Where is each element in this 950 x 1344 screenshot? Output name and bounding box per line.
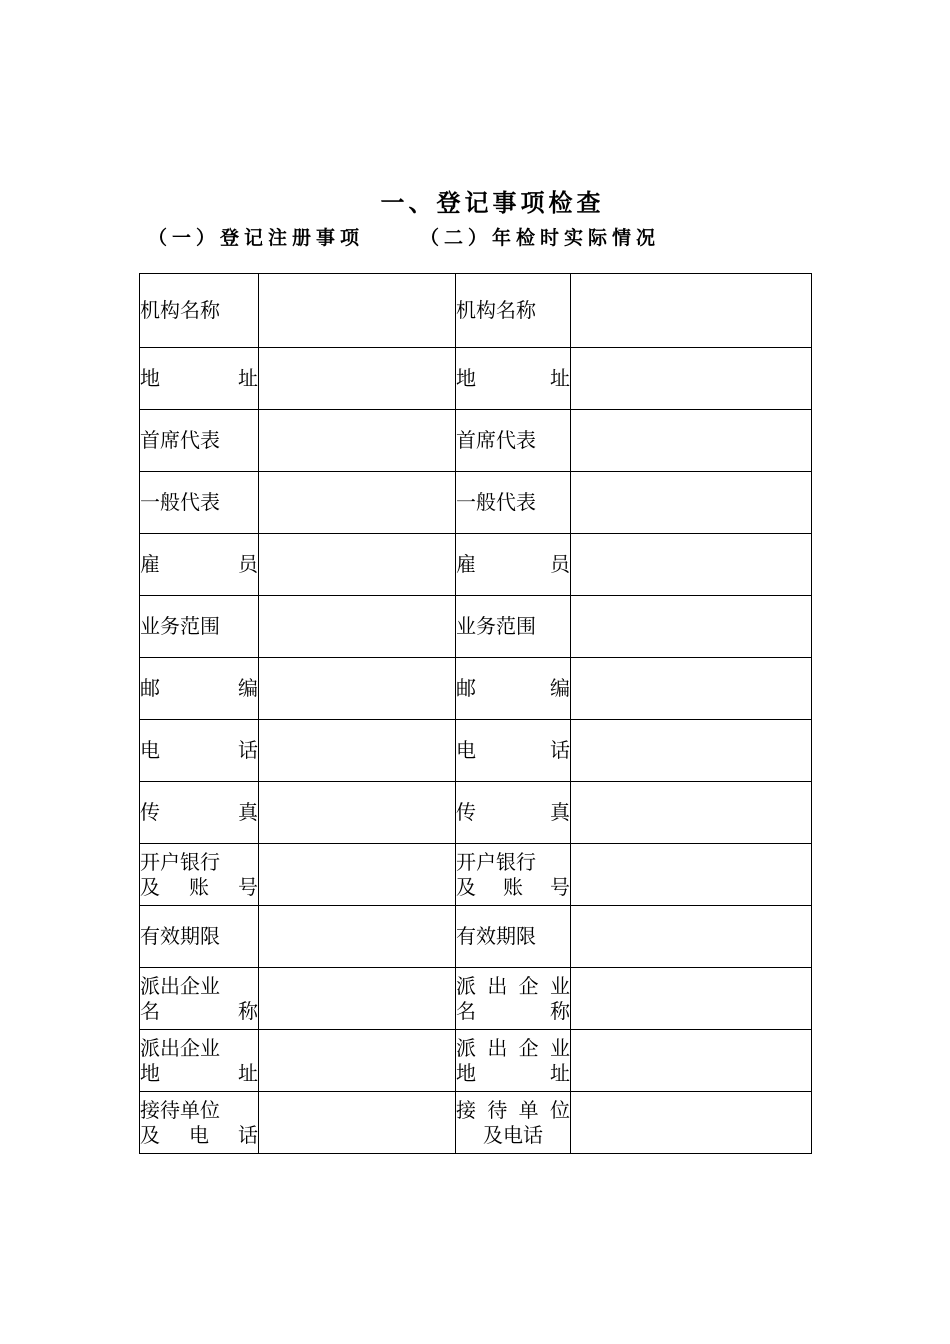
field-label-text: 及电话: [483, 1122, 543, 1147]
right-field-label: [456, 472, 571, 534]
right-field-value[interactable]: [571, 534, 812, 596]
field-label-text: 地 址: [140, 1060, 258, 1085]
left-field-value[interactable]: [259, 596, 456, 658]
left-field-label: [140, 844, 259, 906]
right-field-label: [456, 348, 571, 410]
form-row: [140, 658, 812, 720]
field-label-text: 首席代表: [456, 428, 536, 452]
right-field-label: [456, 658, 571, 720]
left-field-value[interactable]: [259, 472, 456, 534]
left-field-value[interactable]: [259, 720, 456, 782]
left-field-value[interactable]: [259, 844, 456, 906]
field-label-text: 开户银行: [456, 849, 536, 874]
field-label-text: 机构名称: [456, 298, 536, 322]
field-label-text: 派出企业: [140, 973, 220, 998]
right-field-value[interactable]: [571, 596, 812, 658]
field-label-text: 有效期限: [456, 924, 536, 948]
left-field-label: [140, 410, 259, 472]
left-field-label: [140, 534, 259, 596]
field-label-text: 邮 编: [140, 676, 258, 700]
right-field-value[interactable]: [571, 410, 812, 472]
field-label-text: 及 账 号: [140, 874, 258, 899]
right-field-value[interactable]: [571, 658, 812, 720]
left-field-label: [140, 968, 259, 1030]
left-field-label: [140, 906, 259, 968]
right-field-label: [456, 720, 571, 782]
field-label-text: 地 址: [456, 1060, 570, 1085]
field-label-text: 地 址: [456, 366, 570, 390]
section-heading-actual-situation: （二）年检时实际情况: [420, 227, 661, 249]
left-field-label: [140, 1092, 259, 1154]
left-field-value[interactable]: [259, 348, 456, 410]
left-field-value[interactable]: [259, 534, 456, 596]
left-field-value[interactable]: [259, 968, 456, 1030]
field-label-text: 接 待 单 位: [456, 1097, 570, 1122]
field-label-text: 业务范围: [140, 614, 220, 638]
right-field-label: [456, 1030, 571, 1092]
right-field-value[interactable]: [571, 968, 812, 1030]
left-field-value[interactable]: [259, 658, 456, 720]
form-row: [140, 1030, 812, 1092]
field-label-text: 业务范围: [456, 614, 536, 638]
right-field-value[interactable]: [571, 782, 812, 844]
right-field-label: [456, 844, 571, 906]
form-row: [140, 906, 812, 968]
form-row: [140, 720, 812, 782]
right-field-label: [456, 410, 571, 472]
left-field-value[interactable]: [259, 274, 456, 348]
form-row: [140, 410, 812, 472]
left-field-value[interactable]: [259, 1092, 456, 1154]
right-field-value[interactable]: [571, 844, 812, 906]
right-field-value[interactable]: [571, 274, 812, 348]
left-field-label: [140, 720, 259, 782]
field-label-text: 有效期限: [140, 924, 220, 948]
field-label-text: 开户银行: [140, 849, 220, 874]
field-label-text: 传 真: [456, 800, 570, 824]
field-label-text: 地 址: [140, 366, 258, 390]
left-field-label: [140, 782, 259, 844]
left-field-label: [140, 1030, 259, 1092]
right-field-label: [456, 534, 571, 596]
left-field-value[interactable]: [259, 782, 456, 844]
field-label-text: 雇 员: [140, 552, 258, 576]
left-field-label: [140, 596, 259, 658]
page-title: 一、登记事项检查: [380, 189, 605, 217]
right-field-value[interactable]: [571, 348, 812, 410]
section-heading-registered-items: （一）登记注册事项: [148, 227, 365, 249]
right-field-value[interactable]: [571, 720, 812, 782]
field-label-text: 及 账 号: [456, 874, 570, 899]
form-row: [140, 968, 812, 1030]
left-field-label: [140, 274, 259, 348]
form-row: [140, 274, 812, 348]
form-row: [140, 1092, 812, 1154]
field-label-text: 派 出 企 业: [456, 973, 570, 998]
right-field-label: [456, 906, 571, 968]
left-field-label: [140, 658, 259, 720]
field-label-text: 名 称: [140, 998, 258, 1023]
field-label-text: 派 出 企 业: [456, 1035, 570, 1060]
field-label-text: 一般代表: [456, 490, 536, 514]
left-field-value[interactable]: [259, 1030, 456, 1092]
left-field-value[interactable]: [259, 410, 456, 472]
left-field-value[interactable]: [259, 906, 456, 968]
field-label-text: 传 真: [140, 800, 258, 824]
right-field-value[interactable]: [571, 906, 812, 968]
left-field-label: [140, 348, 259, 410]
field-label-text: 电 话: [140, 738, 258, 762]
right-field-label: [456, 274, 571, 348]
field-label-text: 邮 编: [456, 676, 570, 700]
right-field-label: [456, 782, 571, 844]
right-field-label: [456, 968, 571, 1030]
right-field-value[interactable]: [571, 472, 812, 534]
field-label-text: 接待单位: [140, 1097, 220, 1122]
right-field-label: [456, 596, 571, 658]
field-label-text: 一般代表: [140, 490, 220, 514]
form-row: [140, 534, 812, 596]
right-field-value[interactable]: [571, 1092, 812, 1154]
field-label-text: 首席代表: [140, 428, 220, 452]
field-label-text: 派出企业: [140, 1035, 220, 1060]
field-label-text: 机构名称: [140, 298, 220, 322]
left-field-label: [140, 472, 259, 534]
form-row: [140, 782, 812, 844]
field-label-text: 及 电 话: [140, 1122, 258, 1147]
field-label-text: 雇 员: [456, 552, 570, 576]
field-label-text: 电 话: [456, 738, 570, 762]
field-label-text: 名 称: [456, 998, 570, 1023]
form-row: [140, 844, 812, 906]
form-row: [140, 596, 812, 658]
inspection-form-table: [139, 273, 812, 1154]
right-field-label: [456, 1092, 571, 1154]
form-row: [140, 348, 812, 410]
form-row: [140, 472, 812, 534]
right-field-value[interactable]: [571, 1030, 812, 1092]
